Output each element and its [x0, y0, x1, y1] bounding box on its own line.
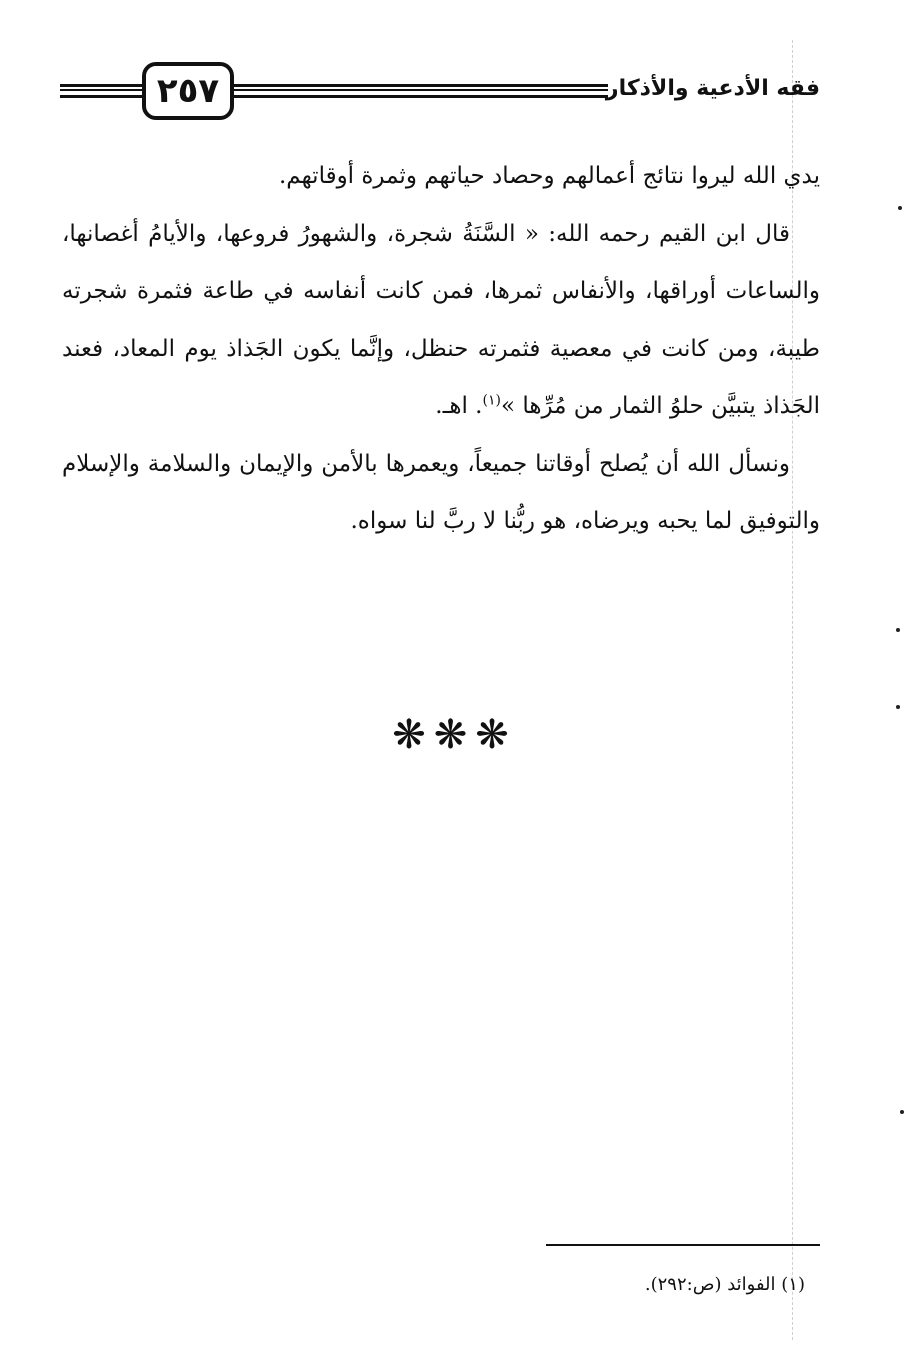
- footnote-reference: (١): [482, 392, 501, 409]
- header-rule-middle: [232, 84, 608, 98]
- section-separator: ❋❋❋: [392, 712, 517, 758]
- paragraph-2-quote: قال ابن القيم رحمه الله: « السَّنَةُ شجرة، والشهورُ فروعها، والأيامُ أغصانها، والساعات أوراقها، والأنفاس ثمرها، فمن كانت أنفاسه في طاعة فثمرة شجرته طيبة، ومن كانت في معصية فثمرته حنظل، وإنَّما يكون الجَذاذ يوم المعاد، فعند الجَذاذ يتبيَّن حلوُ الثمار من مُرِّها »: [62, 220, 820, 419]
- running-title: فقه الأدعية والأذكار: [605, 76, 820, 101]
- paragraph-1: يدي الله ليروا نتائج أعمالهم وحصاد حياتهم وثمرة أوقاتهم.: [278, 163, 820, 189]
- main-text: [62, 148, 820, 551]
- scan-speck: [896, 628, 900, 632]
- footnote-divider: [546, 1244, 820, 1246]
- scan-speck: [896, 705, 900, 709]
- footnote: (١) الفوائد (ص:٢٩٢).: [644, 1274, 805, 1295]
- paragraph-3: ونسأل الله أن يُصلح أوقاتنا جميعاً، ويعمرها بالأمن والإيمان والسلامة والإسلام والتوفيق لما يحبه ويرضاه، هو ربُّنا لا ربَّ لنا سواه.: [62, 450, 820, 534]
- paragraph-2-end: . اهـ.: [435, 393, 483, 419]
- scan-speck: [900, 1110, 904, 1114]
- scan-speck: [898, 206, 902, 210]
- paragraph-2: [62, 206, 820, 436]
- header-rule-left: [60, 84, 144, 98]
- page-number: ٢٥٧: [142, 62, 234, 120]
- page-header: [60, 62, 820, 128]
